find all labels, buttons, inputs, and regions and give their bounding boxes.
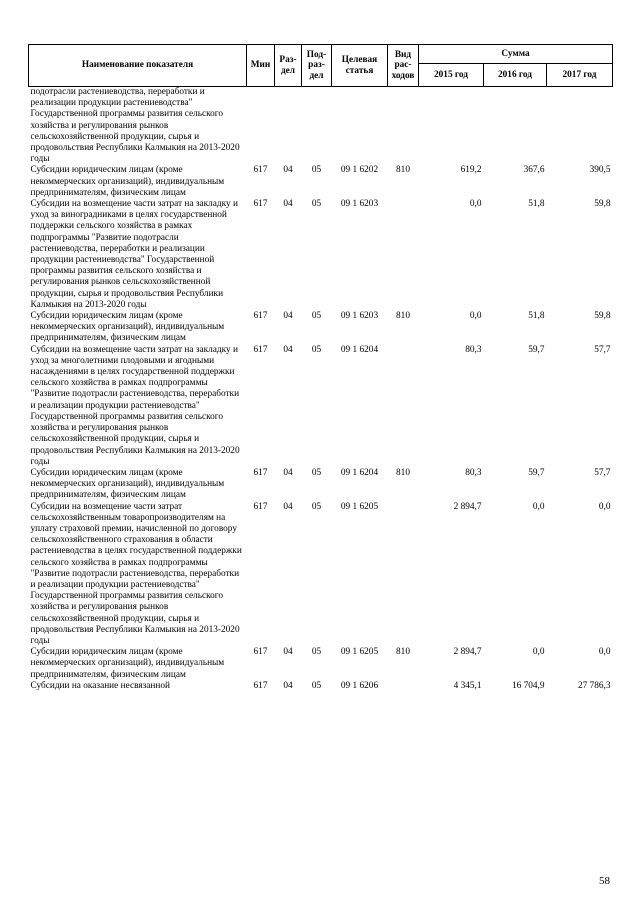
cell-sum-2017: 0,0: [598, 647, 611, 658]
cell-razdel: 04: [283, 467, 293, 478]
header-min: Мин: [247, 45, 275, 87]
cell-razdel: 04: [283, 680, 293, 691]
table-body: [29, 87, 613, 692]
cell-podrazdel: 05: [311, 647, 322, 658]
table-row: [29, 87, 613, 166]
cell-sum-2017: 57,7: [594, 467, 611, 478]
cell-vid: [388, 681, 419, 692]
header-razdel: Раз-дел: [275, 45, 302, 87]
cell-sum-2016: 59,7: [528, 344, 545, 355]
page-number: 58: [599, 875, 610, 887]
cell-statya: 09 1 6203: [340, 311, 379, 322]
cell-sum-2016: 0,0: [532, 647, 545, 658]
cell-sum-2015: 2 894,7: [453, 501, 482, 512]
header-year-2015: 2015 год: [419, 64, 484, 87]
cell-vid: 810: [396, 165, 410, 176]
cell-name: подотрасли растениеводства, переработки и реализации продукции растениеводства" Государственной программы развития сельского хозяйства и регулирования рынков сельскохозяйственной продукции, сырья и продовольствия Республики Калмыкия на 2013-2020 годы: [30, 87, 240, 165]
cell-sum-2015: 2 894,7: [453, 647, 482, 658]
cell-podrazdel: 05: [311, 680, 322, 691]
cell-statya: 09 1 6202: [340, 165, 379, 176]
table-row: [29, 502, 613, 648]
cell-sum-2017: 57,7: [594, 344, 611, 355]
table-row: [29, 345, 613, 468]
cell-sum-2015: 0,0: [469, 199, 482, 210]
cell-vid: [388, 345, 419, 468]
cell-sum-2016: 16 704,9: [511, 680, 545, 691]
cell-sum-2015: 619,2: [460, 165, 482, 176]
cell-statya: 09 1 6203: [340, 199, 379, 210]
cell-sum-2016: 59,7: [528, 467, 545, 478]
cell-razdel: 04: [283, 165, 293, 176]
cell-min: 617: [253, 680, 268, 691]
cell-name: Субсидии на оказание несвязанной: [30, 680, 170, 691]
cell-podrazdel: 05: [311, 199, 322, 210]
cell-sum-2016: 367,6: [523, 165, 545, 176]
cell-vid: 810: [396, 311, 410, 322]
cell-statya: 09 1 6204: [340, 467, 379, 478]
cell-sum-2015: 80,3: [465, 467, 482, 478]
cell-sum-2017: 390,5: [589, 165, 611, 176]
cell-min: [247, 87, 275, 166]
cell-statya: 09 1 6205: [340, 501, 379, 512]
header-statya: Целевая статья: [332, 45, 388, 87]
cell-min: 617: [253, 467, 268, 478]
header-vid: Вид рас-ходов: [388, 45, 419, 87]
table-row: [29, 647, 613, 681]
cell-podrazdel: 05: [311, 311, 322, 322]
cell-name: Субсидии юридическим лицам (кроме некоммерческих организаций), индивидуальным предпринимателям, физическим лицам: [30, 467, 225, 501]
table-row: [29, 681, 613, 692]
cell-podrazdel: [302, 87, 332, 166]
cell-statya: 09 1 6204: [340, 344, 379, 355]
cell-sum-2015: [419, 87, 484, 166]
cell-statya: 09 1 6205: [340, 647, 379, 658]
cell-vid: 810: [396, 647, 410, 658]
cell-name: Субсидии юридическим лицам (кроме некоммерческих организаций), индивидуальным предпринимателям, физическим лицам: [30, 311, 225, 344]
cell-statya: 09 1 6206: [340, 680, 379, 691]
cell-name: Субсидии на возмещение части затрат на закладку и уход за виноградниками в целях государственной поддержки сельского хозяйства в рамках подпрограммы "Развитие подотрасли растениеводства, переработки и реализации продукции растениеводства" Государственной программы развития сельского хозяйства и регулирования рынков сельскохозяйственной продукции, сырья и продовольствия Республики Калмыкия на 2013-2020 годы: [30, 199, 238, 310]
cell-sum-2017: [547, 87, 613, 166]
cell-sum-2016: 51,8: [528, 311, 545, 322]
cell-name: Субсидии юридическим лицам (кроме некоммерческих организаций), индивидуальным предпринимателям, физическим лицам: [30, 165, 225, 198]
cell-podrazdel: 05: [311, 165, 322, 176]
cell-min: 617: [253, 344, 268, 355]
cell-sum-2015: 4 345,1: [453, 680, 482, 691]
cell-vid: 810: [396, 467, 410, 478]
cell-razdel: 04: [283, 501, 293, 512]
table-header: [29, 45, 613, 87]
table-row: [29, 311, 613, 345]
cell-vid: [388, 87, 419, 166]
cell-vid: [388, 502, 419, 648]
cell-sum-2017: 59,8: [594, 311, 611, 322]
table-row: [29, 468, 613, 502]
cell-podrazdel: 05: [311, 501, 322, 512]
cell-razdel: 04: [283, 311, 293, 322]
header-year-2016: 2016 год: [484, 64, 547, 87]
cell-razdel: 04: [283, 344, 293, 355]
cell-razdel: 04: [283, 199, 293, 210]
cell-sum-2017: 59,8: [594, 199, 611, 210]
header-name: Наименование показателя: [29, 45, 247, 87]
cell-razdel: [275, 87, 302, 166]
cell-sum-2017: 0,0: [598, 501, 611, 512]
cell-name: Субсидии на возмещение части затрат на закладку и уход за многолетними плодовыми и ягодными насаждениями в целях государственной поддержки сельского хозяйства в рамках подпрограммы "Развитие подотрасли растениеводства, переработки и реализации продукции растениеводства" Государственной программы развития сельского хозяйства и регулирования рынков сельскохозяйственной продукции, сырья и продовольствия Республики Калмыкия на 2013-2020 годы: [30, 344, 240, 467]
header-summa: Сумма: [419, 45, 613, 64]
cell-podrazdel: 05: [311, 467, 322, 478]
budget-table: [28, 44, 613, 692]
cell-razdel: 04: [283, 647, 293, 658]
table-row: [29, 165, 613, 199]
header-year-2017: 2017 год: [547, 64, 613, 87]
cell-sum-2016: 51,8: [528, 199, 545, 210]
cell-vid: [388, 199, 419, 311]
cell-min: 617: [253, 199, 268, 210]
cell-min: 617: [253, 501, 268, 512]
cell-sum-2017: 27 786,3: [577, 680, 611, 691]
cell-name: Субсидии юридическим лицам (кроме некоммерческих организаций), индивидуальным предпринимателям, физическим лицам: [30, 647, 225, 680]
table-row: [29, 199, 613, 311]
header-podrazdel: Под-раз-дел: [302, 45, 332, 87]
cell-sum-2016: 0,0: [532, 501, 545, 512]
cell-min: 617: [253, 647, 268, 658]
cell-sum-2015: 80,3: [465, 344, 482, 355]
cell-name: Субсидии на возмещение части затрат сельскохозяйственным товаропроизводителям на уплату страховой премии, начисленной по договору сельскохозяйственного страхования в области растениеводства в целях государственной поддержки сельского хозяйства в рамках подпрограммы "Развитие подотрасли растениеводства, переработки и реализации продукции растениеводства" Государственной программы развития сельского хозяйства и регулирования рынков сельскохозяйственной продукции, сырья и продовольствия Республики Калмыкия на 2013-2020 годы: [30, 501, 242, 646]
cell-min: 617: [253, 311, 268, 322]
cell-statya: [332, 87, 388, 166]
cell-podrazdel: 05: [311, 344, 322, 355]
cell-sum-2015: 0,0: [469, 311, 482, 322]
cell-min: 617: [253, 165, 268, 176]
cell-sum-2016: [484, 87, 547, 166]
